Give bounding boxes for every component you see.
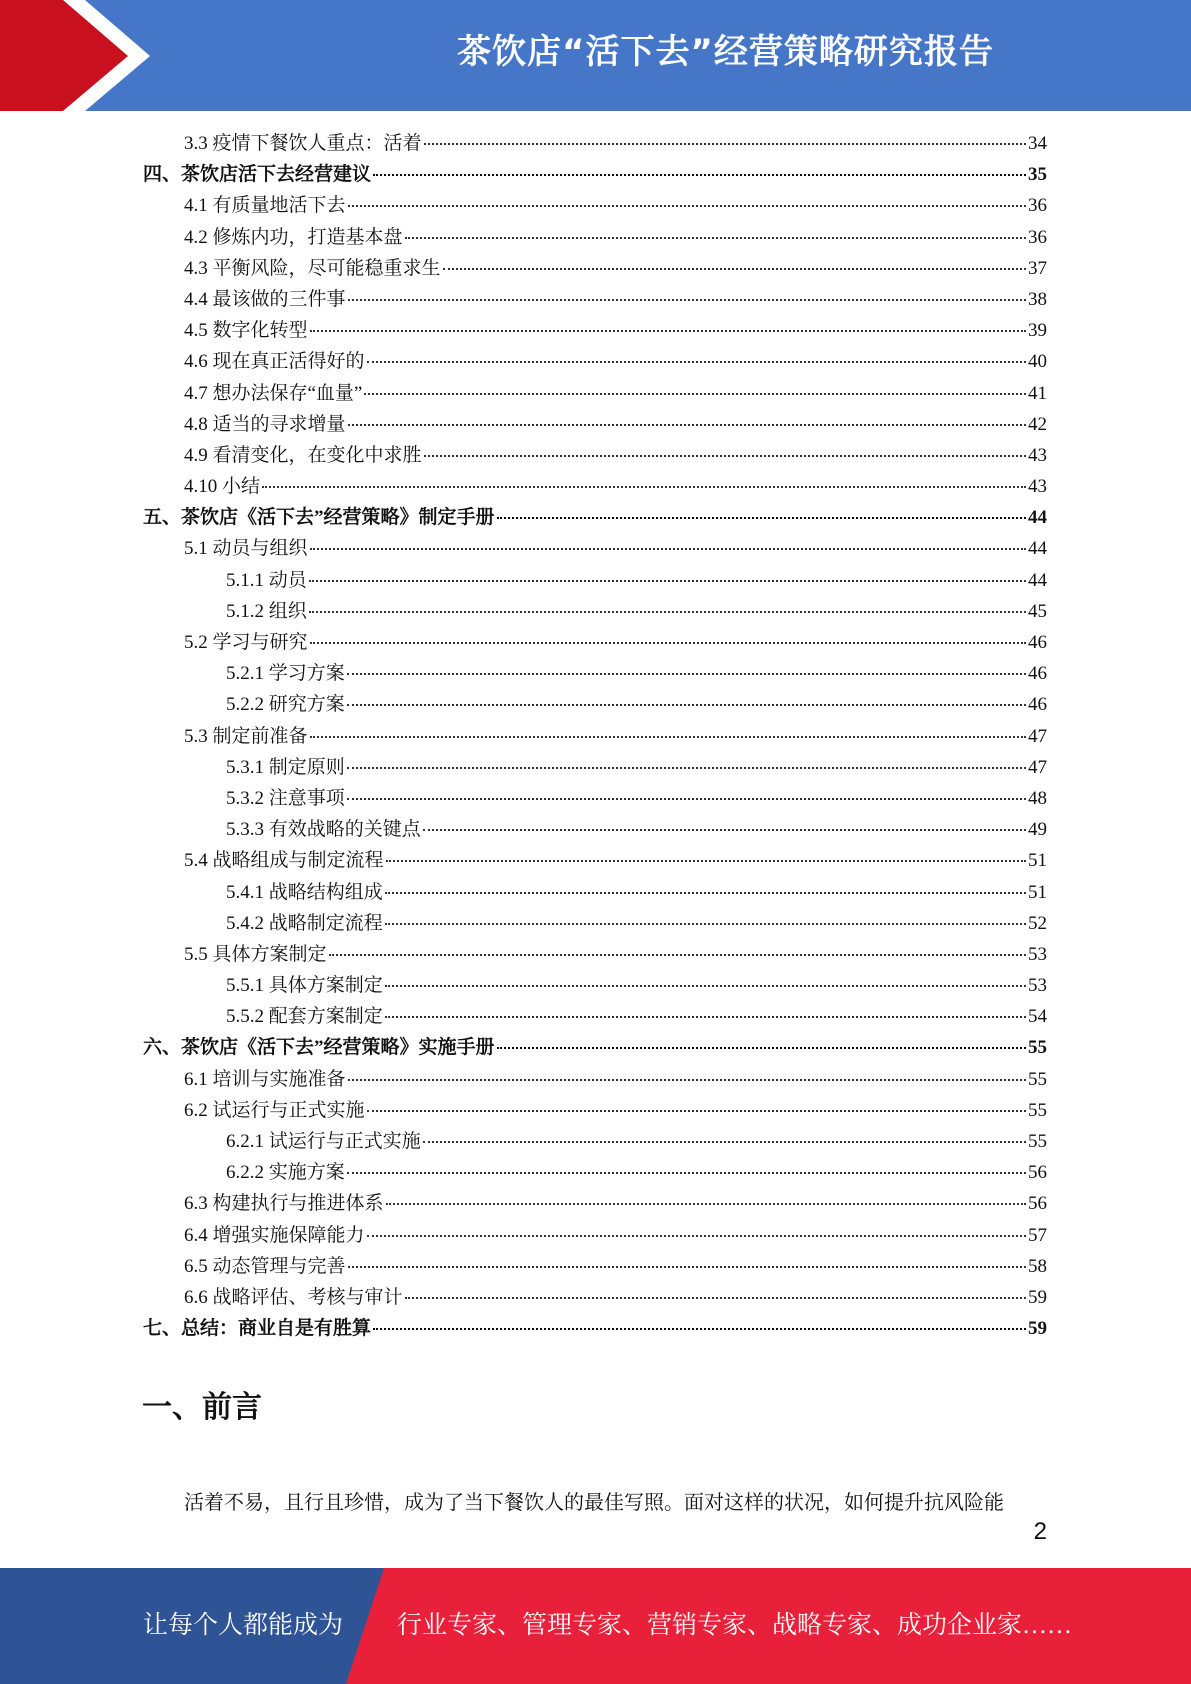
toc-entry-title: 5.1.2 组织: [226, 600, 307, 622]
toc-entry-page: 56: [1028, 1162, 1047, 1184]
page-number: 2: [1033, 1518, 1047, 1545]
toc-entry-title: 5.5.1 具体方案制定: [226, 975, 383, 997]
toc-dot-leader: [309, 611, 1026, 613]
toc-entry-title: 5.4 战略组成与制定流程: [184, 850, 384, 872]
toc-entry-page: 52: [1028, 912, 1047, 934]
toc-entry-page: 56: [1028, 1193, 1047, 1215]
toc-dot-leader: [424, 143, 1026, 145]
toc-dot-leader: [347, 673, 1026, 675]
toc-entry-page: 51: [1028, 881, 1047, 903]
toc-entry-title: 5.3.1 制定原则: [226, 756, 345, 778]
toc-dot-leader: [385, 1016, 1026, 1018]
toc-entry[interactable]: [143, 814, 1047, 845]
toc-entry-page: 44: [1028, 569, 1047, 591]
toc-dot-leader: [385, 923, 1026, 925]
toc-entry[interactable]: [143, 783, 1047, 814]
toc-entry-page: 53: [1028, 975, 1047, 997]
toc-entry-title: 5.2.1 学习方案: [226, 663, 345, 685]
toc-entry-page: 35: [1028, 164, 1047, 186]
toc-dot-leader: [367, 1235, 1026, 1237]
toc-entry-title: 5.4.1 战略结构组成: [226, 881, 383, 903]
toc-entry-title: 4.4 最该做的三件事: [184, 288, 346, 310]
toc-entry-page: 39: [1028, 320, 1047, 342]
toc-entry[interactable]: [143, 689, 1047, 720]
page-footer-banner: [0, 1568, 1191, 1684]
toc-entry-page: 36: [1028, 226, 1047, 248]
toc-dot-leader: [423, 1141, 1026, 1143]
toc-entry-title: 6.2.1 试运行与正式实施: [226, 1131, 421, 1152]
toc-entry-title: 4.3 平衡风险，尽可能稳重求生: [184, 257, 441, 279]
toc-entry-page: 41: [1028, 382, 1047, 404]
toc-entry-title: 5.1.1 动员: [226, 569, 307, 591]
toc-entry[interactable]: [143, 128, 1047, 159]
toc-dot-leader: [310, 330, 1026, 332]
toc-entry[interactable]: [143, 939, 1047, 970]
toc-entry-title: 6.6 战略评估、考核与审计: [184, 1286, 403, 1308]
toc-entry-title: 七、总结：商业自是有胜算: [143, 1318, 372, 1340]
toc-entry[interactable]: [143, 440, 1047, 471]
toc-entry-title: 5.5.2 配套方案制定: [226, 1006, 383, 1028]
page-header-banner: [0, 0, 1191, 111]
toc-entry-title: 四、茶饮店活下去经营建议: [143, 164, 372, 186]
toc-dot-leader: [423, 829, 1026, 831]
toc-dot-leader: [348, 299, 1026, 301]
toc-entry-page: 49: [1028, 819, 1047, 841]
toc-entry[interactable]: [143, 1032, 1047, 1063]
toc-entry-title: 6.3 构建执行与推进体系: [184, 1193, 384, 1215]
toc-entry-title: 4.7 想办法保存“血量”: [184, 382, 363, 404]
toc-entry[interactable]: [143, 284, 1047, 315]
toc-entry-page: 36: [1028, 195, 1047, 217]
toc-entry-page: 55: [1028, 1037, 1047, 1059]
toc-entry[interactable]: [143, 253, 1047, 284]
toc-dot-leader: [373, 174, 1026, 176]
toc-entry-page: 46: [1028, 694, 1047, 716]
toc-entry[interactable]: [143, 1251, 1047, 1282]
toc-entry[interactable]: [143, 627, 1047, 658]
toc-entry[interactable]: [143, 877, 1047, 908]
toc-entry-page: 34: [1028, 133, 1047, 154]
toc-entry[interactable]: [143, 533, 1047, 564]
toc-entry-page: 58: [1028, 1255, 1047, 1277]
footer-slogan-right: 行业专家、管理专家、营销专家、战略专家、成功企业家……: [397, 1612, 1073, 1639]
toc-entry[interactable]: [143, 752, 1047, 783]
toc-entry-title: 5.3.2 注意事项: [226, 787, 345, 809]
toc-entry-page: 48: [1028, 787, 1047, 809]
toc-entry[interactable]: [143, 970, 1047, 1001]
toc-entry[interactable]: [143, 502, 1047, 533]
toc-dot-leader: [347, 798, 1026, 800]
toc-dot-leader: [386, 1203, 1026, 1205]
toc-entry[interactable]: [143, 1001, 1047, 1032]
toc-entry-page: 46: [1028, 632, 1047, 653]
toc-entry-page: 55: [1028, 1131, 1047, 1152]
toc-dot-leader: [497, 517, 1026, 519]
toc-entry-page: 43: [1028, 476, 1047, 498]
toc-entry-title: 6.2 试运行与正式实施: [184, 1099, 365, 1121]
toc-entry[interactable]: [143, 1095, 1047, 1126]
toc-dot-leader: [348, 1266, 1026, 1268]
toc-entry-title: 6.1 培训与实施准备: [184, 1068, 346, 1090]
toc-entry[interactable]: [143, 658, 1047, 689]
toc-entry-page: 47: [1028, 725, 1047, 747]
toc-entry[interactable]: [143, 908, 1047, 939]
toc-dot-leader: [347, 767, 1026, 769]
toc-entry[interactable]: [143, 471, 1047, 502]
toc-entry-title: 4.10 小结: [184, 476, 261, 498]
toc-entry-title: 五、茶饮店《活下去”经营策略》制定手册: [143, 507, 495, 529]
toc-dot-leader: [348, 1079, 1026, 1081]
toc-entry-page: 40: [1028, 351, 1047, 373]
toc-entry[interactable]: [143, 1220, 1047, 1251]
toc-entry-title: 6.5 动态管理与完善: [184, 1255, 346, 1277]
toc-entry-page: 42: [1028, 413, 1047, 435]
toc-entry-page: 46: [1028, 663, 1047, 685]
toc-entry-title: 6.2.2 实施方案: [226, 1162, 345, 1184]
toc-entry[interactable]: [143, 222, 1047, 253]
footer-slogan-left: 让每个人都能成为: [143, 1612, 344, 1639]
toc-entry[interactable]: [143, 721, 1047, 752]
toc-entry[interactable]: [143, 346, 1047, 377]
toc-entry-page: 37: [1028, 257, 1047, 279]
toc-entry-page: 47: [1028, 756, 1047, 778]
toc-entry[interactable]: [143, 845, 1047, 876]
toc-entry[interactable]: [143, 159, 1047, 190]
toc-dot-leader: [367, 1110, 1026, 1112]
body-paragraph: 活着不易，且行且珍惜，成为了当下餐饮人的最佳写照。面对这样的状况，如何提升抗风险能: [184, 1492, 1004, 1514]
toc-entry-page: 53: [1028, 943, 1047, 965]
toc-entry[interactable]: [143, 1157, 1047, 1188]
table-of-contents: [143, 128, 1047, 1344]
toc-entry-page: 51: [1028, 850, 1047, 872]
toc-entry-page: 57: [1028, 1224, 1047, 1246]
toc-entry[interactable]: [143, 1282, 1047, 1313]
toc-entry-title: 5.2 学习与研究: [184, 632, 308, 653]
toc-dot-leader: [385, 892, 1026, 894]
toc-entry-page: 59: [1028, 1318, 1047, 1340]
toc-entry[interactable]: [143, 378, 1047, 409]
toc-entry[interactable]: [143, 1313, 1047, 1344]
toc-dot-leader: [443, 268, 1026, 270]
toc-entry-page: 55: [1028, 1068, 1047, 1090]
toc-entry-title: 5.3 制定前准备: [184, 725, 308, 747]
toc-dot-leader: [367, 361, 1026, 363]
toc-entry-title: 3.3 疫情下餐饮人重点：活着: [184, 133, 422, 154]
toc-dot-leader: [347, 1172, 1026, 1174]
toc-entry-page: 59: [1028, 1286, 1047, 1308]
toc-dot-leader: [497, 1047, 1026, 1049]
toc-entry[interactable]: [143, 1188, 1047, 1219]
toc-entry-page: 55: [1028, 1099, 1047, 1121]
toc-dot-leader: [347, 704, 1026, 706]
toc-entry-title: 4.6 现在真正活得好的: [184, 351, 365, 373]
toc-dot-leader: [348, 205, 1026, 207]
toc-entry-title: 4.2 修炼内功，打造基本盘: [184, 226, 403, 248]
toc-dot-leader: [373, 1328, 1026, 1330]
toc-entry[interactable]: [143, 190, 1047, 221]
toc-entry[interactable]: [143, 1064, 1047, 1095]
toc-entry-title: 5.2.2 研究方案: [226, 694, 345, 716]
toc-entry[interactable]: [143, 596, 1047, 627]
toc-dot-leader: [310, 736, 1026, 738]
toc-dot-leader: [386, 860, 1026, 862]
toc-dot-leader: [310, 548, 1026, 550]
toc-dot-leader: [309, 580, 1026, 582]
toc-entry-title: 4.9 看清变化，在变化中求胜: [184, 444, 422, 466]
toc-entry-title: 4.8 适当的寻求增量: [184, 413, 346, 435]
toc-entry[interactable]: [143, 315, 1047, 346]
toc-dot-leader: [262, 486, 1026, 488]
toc-entry-title: 5.3.3 有效战略的关键点: [226, 819, 421, 841]
toc-dot-leader: [424, 455, 1026, 457]
toc-entry-page: 43: [1028, 444, 1047, 466]
toc-entry-title: 5.5 具体方案制定: [184, 943, 327, 965]
toc-entry[interactable]: [143, 409, 1047, 440]
section-heading: 一、前言: [142, 1390, 262, 1425]
toc-dot-leader: [310, 642, 1026, 644]
toc-dot-leader: [329, 954, 1026, 956]
toc-entry-title: 5.1 动员与组织: [184, 538, 308, 560]
toc-entry-title: 六、茶饮店《活下去”经营策略》实施手册: [143, 1037, 495, 1059]
toc-dot-leader: [385, 985, 1026, 987]
report-title: 茶饮店“活下去”经营策略研究报告: [457, 32, 994, 72]
toc-entry[interactable]: [143, 565, 1047, 596]
toc-entry-page: 54: [1028, 1006, 1047, 1028]
toc-dot-leader: [405, 237, 1026, 239]
toc-entry-page: 44: [1028, 507, 1047, 529]
toc-entry-title: 6.4 增强实施保障能力: [184, 1224, 365, 1246]
toc-entry[interactable]: [143, 1126, 1047, 1157]
toc-entry-title: 4.1 有质量地活下去: [184, 195, 346, 217]
toc-entry-page: 38: [1028, 288, 1047, 310]
toc-dot-leader: [405, 1297, 1026, 1299]
toc-dot-leader: [364, 393, 1026, 395]
toc-entry-page: 45: [1028, 600, 1047, 622]
toc-entry-title: 4.5 数字化转型: [184, 320, 308, 342]
toc-dot-leader: [348, 424, 1026, 426]
toc-entry-page: 44: [1028, 538, 1047, 560]
toc-entry-title: 5.4.2 战略制定流程: [226, 912, 383, 934]
